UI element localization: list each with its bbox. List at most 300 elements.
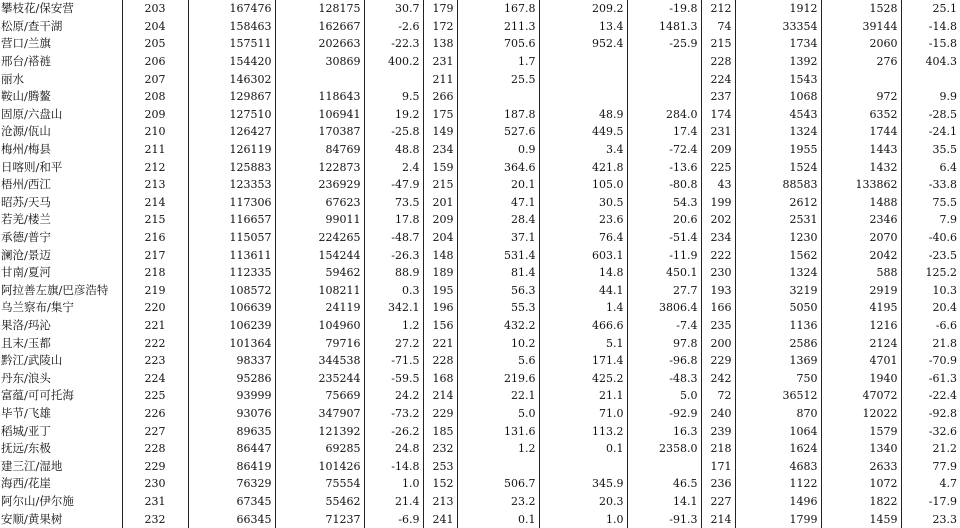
passengers-prev-cell: 79716 (275, 334, 364, 352)
movements-change-cell: -22.4 (901, 387, 960, 405)
cargo-rank-cell: 221 (423, 334, 457, 352)
passengers-change-cell: 88.9 (364, 264, 423, 282)
movements-change-cell: 6.4 (901, 158, 960, 176)
cargo-rank-cell: 159 (423, 158, 457, 176)
passengers-change-cell: 48.8 (364, 141, 423, 159)
movements-prev-cell: 2070 (821, 229, 901, 247)
cargo-prev-cell: 113.2 (539, 422, 627, 440)
airport-name-cell: 果洛/玛沁 (1, 317, 51, 332)
passengers-prev-cell: 154244 (275, 246, 364, 264)
cargo-rank-cell: 232 (423, 440, 457, 458)
passengers-cell: 101364 (188, 334, 275, 352)
movements-rank-cell: 234 (701, 229, 735, 247)
movements-rank-cell: 202 (701, 211, 735, 229)
passengers-change-cell: -22.3 (364, 35, 423, 53)
cargo-rank-cell: 156 (423, 317, 457, 335)
movements-prev-cell: 2633 (821, 457, 901, 475)
passengers-cell: 106239 (188, 317, 275, 335)
movements-cell: 1496 (735, 493, 821, 511)
table-row (0, 88, 960, 106)
cargo-change-cell: 1481.3 (627, 18, 701, 36)
passengers-prev-cell: 69285 (275, 440, 364, 458)
cargo-rank-cell: 229 (423, 405, 457, 423)
cargo-rank-cell: 189 (423, 264, 457, 282)
airport-name-cell: 安顺/黄果树 (1, 511, 63, 526)
passengers-change-cell: 24.2 (364, 387, 423, 405)
rank-cell: 222 (122, 334, 188, 352)
cargo-cell: 47.1 (457, 194, 539, 212)
cargo-rank-cell: 195 (423, 282, 457, 300)
cargo-change-cell: -7.4 (627, 317, 701, 335)
rank-cell: 205 (122, 35, 188, 53)
passengers-change-cell: 400.2 (364, 53, 423, 71)
movements-change-cell: -40.6 (901, 229, 960, 247)
movements-change-cell: 20.4 (901, 299, 960, 317)
movements-prev-cell: 6352 (821, 106, 901, 124)
cargo-cell: 23.2 (457, 493, 539, 511)
airport-name-cell: 邢台/褡裢 (1, 54, 51, 69)
cargo-prev-cell: 76.4 (539, 229, 627, 247)
rank-cell: 219 (122, 282, 188, 300)
movements-rank-cell: 43 (701, 176, 735, 194)
movements-rank-cell: 240 (701, 405, 735, 423)
airport-name-cell: 澜沧/景迈 (1, 247, 51, 262)
rank-cell: 225 (122, 387, 188, 405)
airport-name-cell: 阿拉善左旗/巴彦浩特 (1, 282, 109, 297)
passengers-cell: 113611 (188, 246, 275, 264)
rank-cell: 203 (122, 0, 188, 18)
movements-change-cell: -23.5 (901, 246, 960, 264)
table-row (0, 35, 960, 53)
rank-cell: 223 (122, 352, 188, 370)
cargo-rank-cell: 148 (423, 246, 457, 264)
passengers-prev-cell (275, 70, 364, 88)
passengers-prev-cell: 55462 (275, 493, 364, 511)
airport-name-cell: 攀枝花/保安营 (1, 1, 74, 16)
movements-prev-cell: 2346 (821, 211, 901, 229)
passengers-prev-cell: 104960 (275, 317, 364, 335)
cargo-rank-cell: 201 (423, 194, 457, 212)
table-row (0, 141, 960, 159)
movements-rank-cell: 72 (701, 387, 735, 405)
movements-change-cell: -28.5 (901, 106, 960, 124)
movements-cell: 1524 (735, 158, 821, 176)
cargo-prev-cell (539, 457, 627, 475)
cargo-change-cell: 97.8 (627, 334, 701, 352)
cargo-change-cell: -51.4 (627, 229, 701, 247)
passengers-change-cell: 1.2 (364, 317, 423, 335)
passengers-prev-cell: 30869 (275, 53, 364, 71)
cargo-cell: 167.8 (457, 0, 539, 18)
cargo-change-cell: -25.9 (627, 35, 701, 53)
rank-cell: 227 (122, 422, 188, 440)
airport-name-cell: 且末/玉都 (1, 335, 51, 350)
airport-name-cell: 昭苏/天马 (1, 194, 51, 209)
airport-name-cell: 若羌/楼兰 (1, 212, 51, 227)
cargo-change-cell: -91.3 (627, 510, 701, 528)
passengers-cell: 115057 (188, 229, 275, 247)
passengers-change-cell: -2.6 (364, 18, 423, 36)
passengers-prev-cell: 99011 (275, 211, 364, 229)
movements-cell: 750 (735, 369, 821, 387)
movements-cell: 1912 (735, 0, 821, 18)
movements-cell: 1369 (735, 352, 821, 370)
rank-cell: 218 (122, 264, 188, 282)
movements-prev-cell: 1579 (821, 422, 901, 440)
passengers-cell: 125883 (188, 158, 275, 176)
movements-prev-cell: 2060 (821, 35, 901, 53)
airport-name-cell: 梧州/西江 (1, 177, 51, 192)
cargo-prev-cell: 603.1 (539, 246, 627, 264)
movements-prev-cell: 1940 (821, 369, 901, 387)
cargo-change-cell: 27.7 (627, 282, 701, 300)
rank-cell: 215 (122, 211, 188, 229)
cargo-prev-cell: 71.0 (539, 405, 627, 423)
movements-change-cell: 35.5 (901, 141, 960, 159)
cargo-change-cell: -92.9 (627, 405, 701, 423)
cargo-change-cell: -11.9 (627, 246, 701, 264)
rank-cell: 232 (122, 510, 188, 528)
movements-cell: 870 (735, 405, 821, 423)
movements-cell: 2586 (735, 334, 821, 352)
movements-cell: 1624 (735, 440, 821, 458)
table-row (0, 211, 960, 229)
cargo-prev-cell (539, 53, 627, 71)
rank-cell: 208 (122, 88, 188, 106)
cargo-prev-cell: 421.8 (539, 158, 627, 176)
movements-cell: 1955 (735, 141, 821, 159)
passengers-change-cell: -14.8 (364, 457, 423, 475)
passengers-cell: 108572 (188, 282, 275, 300)
cargo-rank-cell: 168 (423, 369, 457, 387)
cargo-cell: 28.4 (457, 211, 539, 229)
movements-rank-cell: 74 (701, 18, 735, 36)
passengers-cell: 98337 (188, 352, 275, 370)
passengers-prev-cell: 71237 (275, 510, 364, 528)
cargo-change-cell (627, 457, 701, 475)
movements-rank-cell: 239 (701, 422, 735, 440)
cargo-cell: 5.6 (457, 352, 539, 370)
movements-cell: 5050 (735, 299, 821, 317)
table-row (0, 510, 960, 528)
cargo-rank-cell: 179 (423, 0, 457, 18)
table-row (0, 457, 960, 475)
cargo-cell: 531.4 (457, 246, 539, 264)
cargo-cell: 0.1 (457, 510, 539, 528)
airport-name-cell: 梅州/梅县 (1, 142, 51, 157)
passengers-cell: 158463 (188, 18, 275, 36)
passengers-cell: 86419 (188, 457, 275, 475)
passengers-cell: 95286 (188, 369, 275, 387)
movements-cell: 2531 (735, 211, 821, 229)
movements-change-cell: 9.9 (901, 88, 960, 106)
passengers-change-cell: 342.1 (364, 299, 423, 317)
passengers-prev-cell: 75554 (275, 475, 364, 493)
movements-rank-cell: 230 (701, 264, 735, 282)
airport-name-cell: 稻城/亚丁 (1, 423, 51, 438)
passengers-prev-cell: 106941 (275, 106, 364, 124)
airport-name-cell: 毕节/飞雄 (1, 405, 51, 420)
movements-cell: 1562 (735, 246, 821, 264)
airport-name-cell: 抚远/东极 (1, 441, 51, 456)
rank-cell: 229 (122, 457, 188, 475)
cargo-rank-cell: 215 (423, 176, 457, 194)
cargo-cell: 705.6 (457, 35, 539, 53)
rank-cell: 211 (122, 141, 188, 159)
table-row (0, 264, 960, 282)
table-row (0, 475, 960, 493)
passengers-prev-cell: 59462 (275, 264, 364, 282)
movements-prev-cell: 12022 (821, 405, 901, 423)
table-row (0, 70, 960, 88)
movements-change-cell (901, 70, 960, 88)
cargo-cell: 56.3 (457, 282, 539, 300)
cargo-prev-cell: 345.9 (539, 475, 627, 493)
airport-name-cell: 沧源/佤山 (1, 124, 51, 139)
passengers-cell: 67345 (188, 493, 275, 511)
cargo-cell: 0.9 (457, 141, 539, 159)
passengers-change-cell: 9.5 (364, 88, 423, 106)
passengers-prev-cell: 344538 (275, 352, 364, 370)
passengers-cell: 129867 (188, 88, 275, 106)
cargo-prev-cell: 21.1 (539, 387, 627, 405)
passengers-change-cell: -26.3 (364, 246, 423, 264)
cargo-change-cell: 17.4 (627, 123, 701, 141)
movements-cell: 4683 (735, 457, 821, 475)
airport-name-cell: 承德/普宁 (1, 230, 51, 245)
passengers-cell: 76329 (188, 475, 275, 493)
cargo-cell (457, 88, 539, 106)
movements-prev-cell: 1528 (821, 0, 901, 18)
movements-cell: 1136 (735, 317, 821, 335)
movements-prev-cell: 133862 (821, 176, 901, 194)
cargo-prev-cell: 952.4 (539, 35, 627, 53)
cargo-cell: 10.2 (457, 334, 539, 352)
cargo-cell: 22.1 (457, 387, 539, 405)
table-row (0, 194, 960, 212)
movements-rank-cell: 199 (701, 194, 735, 212)
movements-change-cell: -32.6 (901, 422, 960, 440)
passengers-cell: 127510 (188, 106, 275, 124)
passengers-prev-cell: 224265 (275, 229, 364, 247)
passengers-cell: 66345 (188, 510, 275, 528)
cargo-cell: 5.0 (457, 405, 539, 423)
rank-cell: 210 (122, 123, 188, 141)
passengers-change-cell: -71.5 (364, 352, 423, 370)
table-row (0, 158, 960, 176)
passengers-prev-cell: 118643 (275, 88, 364, 106)
cargo-prev-cell: 20.3 (539, 493, 627, 511)
cargo-change-cell: 16.3 (627, 422, 701, 440)
passengers-change-cell: 17.8 (364, 211, 423, 229)
movements-rank-cell: 174 (701, 106, 735, 124)
movements-prev-cell: 972 (821, 88, 901, 106)
cargo-cell: 506.7 (457, 475, 539, 493)
cargo-rank-cell: 213 (423, 493, 457, 511)
passengers-change-cell: -59.5 (364, 369, 423, 387)
cargo-prev-cell: 3.4 (539, 141, 627, 159)
rank-cell: 212 (122, 158, 188, 176)
movements-rank-cell: 224 (701, 70, 735, 88)
movements-prev-cell: 2124 (821, 334, 901, 352)
cargo-change-cell: 2358.0 (627, 440, 701, 458)
movements-prev-cell: 1822 (821, 493, 901, 511)
cargo-prev-cell: 171.4 (539, 352, 627, 370)
cargo-cell (457, 457, 539, 475)
airport-name-cell: 鞍山/腾鳌 (1, 89, 51, 104)
cargo-prev-cell: 23.6 (539, 211, 627, 229)
movements-cell: 4543 (735, 106, 821, 124)
movements-change-cell: -6.6 (901, 317, 960, 335)
cargo-change-cell: 450.1 (627, 264, 701, 282)
cargo-prev-cell: 1.4 (539, 299, 627, 317)
cargo-prev-cell: 1.0 (539, 510, 627, 528)
movements-rank-cell: 212 (701, 0, 735, 18)
cargo-change-cell: 46.5 (627, 475, 701, 493)
airport-name-cell: 丽水 (1, 71, 24, 86)
table-row (0, 387, 960, 405)
table-row (0, 106, 960, 124)
passengers-cell: 146302 (188, 70, 275, 88)
passengers-change-cell: 0.3 (364, 282, 423, 300)
movements-prev-cell: 1488 (821, 194, 901, 212)
cargo-prev-cell: 466.6 (539, 317, 627, 335)
movements-prev-cell: 4701 (821, 352, 901, 370)
rank-cell: 224 (122, 369, 188, 387)
movements-cell: 1324 (735, 123, 821, 141)
passengers-prev-cell: 122873 (275, 158, 364, 176)
cargo-change-cell (627, 88, 701, 106)
passengers-prev-cell: 128175 (275, 0, 364, 18)
movements-change-cell: 23.3 (901, 510, 960, 528)
movements-rank-cell: 225 (701, 158, 735, 176)
passengers-cell: 112335 (188, 264, 275, 282)
cargo-cell: 219.6 (457, 369, 539, 387)
airport-name-cell: 乌兰察布/集宁 (1, 300, 74, 315)
movements-prev-cell: 1744 (821, 123, 901, 141)
cargo-cell: 20.1 (457, 176, 539, 194)
movements-change-cell: -92.8 (901, 405, 960, 423)
movements-change-cell: -17.9 (901, 493, 960, 511)
movements-prev-cell: 1072 (821, 475, 901, 493)
movements-prev-cell: 47072 (821, 387, 901, 405)
cargo-cell: 1.2 (457, 440, 539, 458)
cargo-rank-cell: 209 (423, 211, 457, 229)
movements-prev-cell: 39144 (821, 18, 901, 36)
passengers-change-cell: 2.4 (364, 158, 423, 176)
movements-prev-cell: 1443 (821, 141, 901, 159)
movements-cell: 1230 (735, 229, 821, 247)
passengers-cell: 89635 (188, 422, 275, 440)
passengers-cell: 167476 (188, 0, 275, 18)
movements-prev-cell: 4195 (821, 299, 901, 317)
movements-prev-cell: 2919 (821, 282, 901, 300)
movements-prev-cell (821, 70, 901, 88)
movements-change-cell: 21.8 (901, 334, 960, 352)
passengers-prev-cell: 202663 (275, 35, 364, 53)
rank-cell: 207 (122, 70, 188, 88)
rank-cell: 213 (122, 176, 188, 194)
rank-cell: 217 (122, 246, 188, 264)
movements-change-cell: 25.1 (901, 0, 960, 18)
cargo-change-cell: 284.0 (627, 106, 701, 124)
table-row (0, 405, 960, 423)
movements-rank-cell: 218 (701, 440, 735, 458)
cargo-prev-cell: 5.1 (539, 334, 627, 352)
table-row (0, 18, 960, 36)
cargo-rank-cell: 234 (423, 141, 457, 159)
passengers-cell: 86447 (188, 440, 275, 458)
cargo-change-cell: 54.3 (627, 194, 701, 212)
airport-name-cell: 固原/六盘山 (1, 106, 63, 121)
movements-rank-cell: 214 (701, 510, 735, 528)
passengers-prev-cell: 24119 (275, 299, 364, 317)
movements-prev-cell: 1216 (821, 317, 901, 335)
table-row (0, 176, 960, 194)
movements-rank-cell: 229 (701, 352, 735, 370)
cargo-prev-cell (539, 70, 627, 88)
cargo-prev-cell: 13.4 (539, 18, 627, 36)
cargo-rank-cell: 214 (423, 387, 457, 405)
airport-name-cell: 日喀则/和平 (1, 159, 63, 174)
movements-change-cell: 75.5 (901, 194, 960, 212)
table-row (0, 0, 960, 18)
airport-name-cell: 富蕴/可可托海 (1, 388, 74, 403)
movements-rank-cell: 235 (701, 317, 735, 335)
cargo-prev-cell: 44.1 (539, 282, 627, 300)
passengers-cell: 126119 (188, 141, 275, 159)
cargo-rank-cell: 185 (423, 422, 457, 440)
rank-cell: 226 (122, 405, 188, 423)
passengers-cell: 106639 (188, 299, 275, 317)
passengers-change-cell: 27.2 (364, 334, 423, 352)
movements-cell: 1064 (735, 422, 821, 440)
cargo-cell: 55.3 (457, 299, 539, 317)
passengers-change-cell: 19.2 (364, 106, 423, 124)
airport-name-cell: 丹东/浪头 (1, 370, 51, 385)
cargo-prev-cell: 14.8 (539, 264, 627, 282)
table-row (0, 317, 960, 335)
passengers-cell: 126427 (188, 123, 275, 141)
cargo-prev-cell (539, 88, 627, 106)
rank-cell: 204 (122, 18, 188, 36)
movements-cell: 1122 (735, 475, 821, 493)
table-row (0, 53, 960, 71)
cargo-change-cell: 5.0 (627, 387, 701, 405)
movements-cell: 36512 (735, 387, 821, 405)
passengers-prev-cell: 75669 (275, 387, 364, 405)
movements-cell: 33354 (735, 18, 821, 36)
passengers-change-cell: 21.4 (364, 493, 423, 511)
passengers-prev-cell: 235244 (275, 369, 364, 387)
cargo-cell: 364.6 (457, 158, 539, 176)
airport-name-cell: 营口/兰旗 (1, 36, 51, 51)
movements-cell: 88583 (735, 176, 821, 194)
cargo-prev-cell: 105.0 (539, 176, 627, 194)
cargo-cell: 37.1 (457, 229, 539, 247)
airport-name-cell: 松原/查干湖 (1, 18, 63, 33)
table-row (0, 422, 960, 440)
table-row (0, 282, 960, 300)
movements-prev-cell: 1459 (821, 510, 901, 528)
cargo-prev-cell: 30.5 (539, 194, 627, 212)
movements-change-cell: -14.8 (901, 18, 960, 36)
movements-change-cell: 21.2 (901, 440, 960, 458)
passengers-change-cell (364, 70, 423, 88)
movements-prev-cell: 588 (821, 264, 901, 282)
cargo-change-cell: -13.6 (627, 158, 701, 176)
cargo-change-cell: 14.1 (627, 493, 701, 511)
